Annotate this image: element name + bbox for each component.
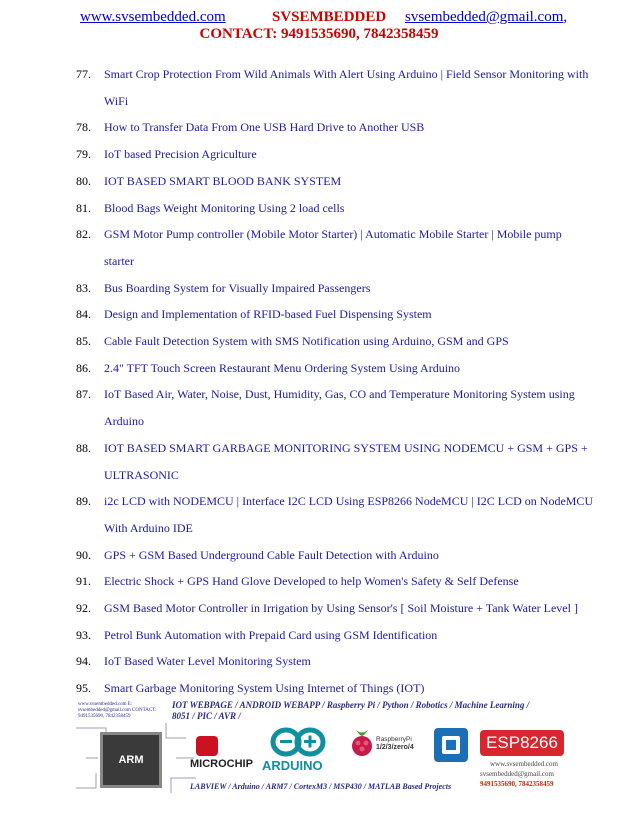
banner-top-line: IOT WEBPAGE / ANDROID WEBAPP / Raspberry Pi / Python / Robotics / Machine Learning / bbox=[172, 700, 530, 710]
banner-website: www.svsembedded.com bbox=[490, 760, 558, 768]
list-item-text[interactable]: GSM Motor Pump controller (Mobile Motor Starter) | Automatic Mobile Starter | Mobile pump bbox=[104, 227, 562, 242]
contact-line: CONTACT: 9491535690, 7842358459 bbox=[199, 26, 439, 42]
list-item-text[interactable]: How to Transfer Data From One USB Hard Drive to Another USB bbox=[104, 120, 425, 135]
list-item-text[interactable]: i2c LCD with NODEMCU | Interface I2C LCD Using ESP8266 NodeMCU | I2C LCD on NodeMCU bbox=[104, 494, 594, 509]
list-item-text[interactable]: IoT based Precision Agriculture bbox=[104, 147, 257, 162]
list-item-text[interactable]: IoT Based Air, Water, Noise, Dust, Humidity, Gas, CO and Temperature Monitoring System using bbox=[104, 387, 575, 402]
list-item-number: 93. bbox=[76, 627, 91, 642]
list-item-text[interactable]: GPS + GSM Based Underground Cable Fault Detection with Arduino bbox=[104, 547, 439, 562]
list-item-number: 87. bbox=[76, 387, 91, 402]
list-item-text[interactable]: Petrol Bunk Automation with Prepaid Card using GSM Identification bbox=[104, 627, 438, 642]
email-link[interactable]: svsembedded@gmail.com, bbox=[405, 9, 568, 25]
banner-email: svsembedded@gmail.com bbox=[480, 770, 554, 778]
list-item-text[interactable]: Smart Crop Protection From Wild Animals With Alert Using Arduino | Field Sensor Monitoring with bbox=[104, 67, 589, 81]
list-item-text[interactable]: starter bbox=[104, 253, 134, 268]
list-item-text[interactable]: Bus Boarding System for Visually Impaired Passengers bbox=[104, 280, 371, 295]
rpi-label: RaspberryPi bbox=[376, 736, 412, 743]
list-item-number: 90. bbox=[76, 547, 91, 562]
website-link[interactable]: www.svsembedded.com bbox=[80, 9, 226, 25]
microchip-label: MICROCHIP bbox=[190, 758, 253, 770]
arduino-logo-icon bbox=[268, 724, 328, 760]
list-item-number: 80. bbox=[76, 173, 91, 188]
list-item-number: 83. bbox=[76, 280, 91, 295]
footer-banner bbox=[76, 698, 576, 803]
list-item-number: 77. bbox=[76, 67, 91, 81]
list-item-text[interactable]: 2.4" TFT Touch Screen Restaurant Menu Ordering System Using Arduino bbox=[104, 360, 461, 375]
banner-small-text: www.svsembedded.com E: svsembedded@gmail.com CONTACT: 9491535690, 7842358459 bbox=[78, 702, 157, 719]
list-item-text[interactable]: IoT Based Water Level Monitoring System bbox=[104, 654, 311, 669]
list-item-text[interactable]: IOT BASED SMART GARBAGE MONITORING SYSTEM USING NODEMCU + GSM + GPS + bbox=[104, 440, 588, 455]
list-item-number: 89. bbox=[76, 494, 91, 509]
list-item-number: 84. bbox=[76, 307, 91, 322]
banner-phone: 9491535690, 7842358459 bbox=[480, 780, 554, 788]
list-item-text[interactable]: ULTRASONIC bbox=[104, 467, 179, 482]
list-item-number: 85. bbox=[76, 334, 91, 348]
list-item-number: 79. bbox=[76, 147, 91, 162]
list-item-number: 88. bbox=[76, 440, 91, 455]
list-item-number: 78. bbox=[76, 120, 91, 135]
list-item-text[interactable]: Arduino bbox=[104, 414, 144, 429]
brand-name: SVSEMBEDDED bbox=[272, 9, 387, 25]
list-item-text[interactable]: Cable Fault Detection System with SMS Notification using Arduino, GSM and GPS bbox=[104, 334, 509, 348]
list-item-number: 81. bbox=[76, 200, 91, 215]
rpi-models: 1/2/3/zero/4 bbox=[376, 744, 414, 751]
list-item-text[interactable]: Smart Garbage Monitoring System Using Internet of Things (IOT) bbox=[104, 681, 425, 696]
microchip-logo-icon bbox=[196, 736, 218, 756]
list-item-number: 91. bbox=[76, 574, 91, 589]
esp-chip-icon bbox=[434, 728, 468, 762]
list-item-text[interactable]: WiFi bbox=[104, 93, 129, 108]
banner-top-line-2: 8051 / PIC / AVR / bbox=[172, 711, 241, 721]
list-item-number: 82. bbox=[76, 227, 91, 242]
list-item-text[interactable]: Design and Implementation of RFID-based Fuel Dispensing System bbox=[104, 307, 432, 322]
list-item-number: 86. bbox=[76, 360, 91, 375]
list-item-text[interactable]: Blood Bags Weight Monitoring Using 2 load cells bbox=[104, 200, 345, 215]
list-item-text[interactable]: With Arduino IDE bbox=[104, 520, 193, 535]
arduino-label: ARDUINO bbox=[262, 758, 323, 773]
raspberry-pi-logo-icon bbox=[348, 726, 376, 760]
list-item-number: 95. bbox=[76, 681, 91, 696]
list-item-number: 92. bbox=[76, 601, 91, 615]
banner-bottom-line: LABVIEW / Arduino / ARM7 / CortexM3 / MSP430 / MATLAB Based Projects bbox=[190, 782, 452, 791]
list-item-text[interactable]: Electric Shock + GPS Hand Glove Developed to help Women's Safety & Self Defense bbox=[104, 574, 519, 589]
esp8266-badge: ESP8266 bbox=[480, 730, 564, 756]
list-item-number: 94. bbox=[76, 654, 91, 669]
arm-chip-logo: ARM bbox=[100, 732, 162, 788]
list-item-text[interactable]: GSM Based Motor Controller in Irrigation by Using Sensor's [ Soil Moisture + Tank Water Level ] bbox=[104, 601, 578, 615]
list-item-text[interactable]: IOT BASED SMART BLOOD BANK SYSTEM bbox=[104, 173, 342, 188]
